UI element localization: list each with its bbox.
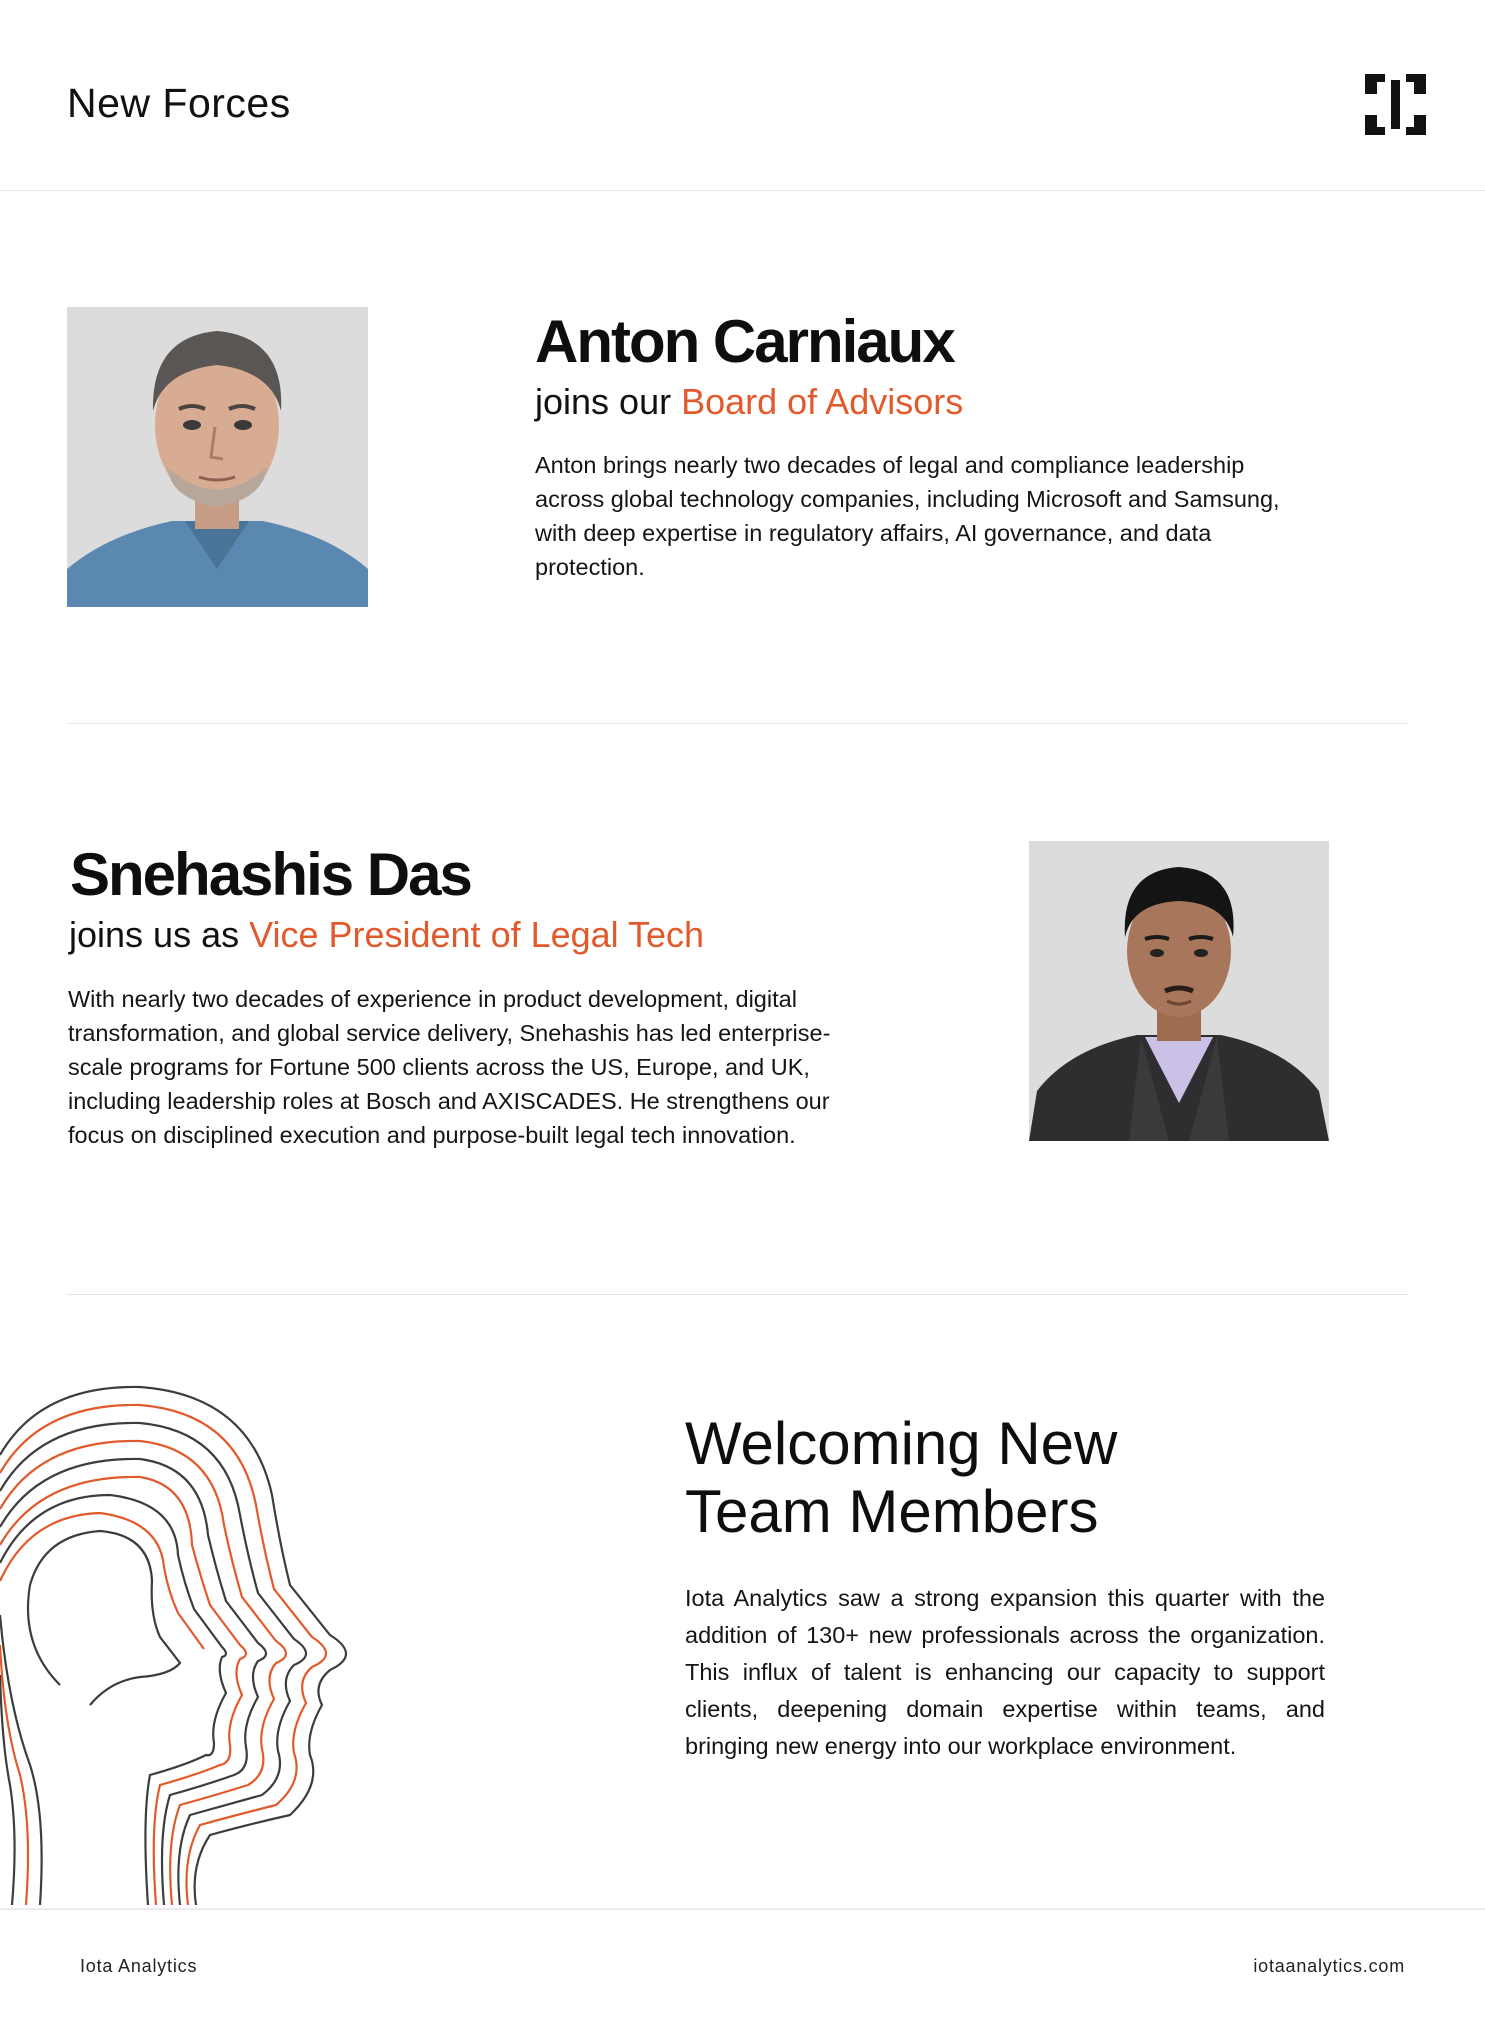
footer-divider bbox=[0, 1908, 1485, 1910]
section-divider bbox=[67, 1294, 1408, 1295]
snehashis-das-photo bbox=[1029, 841, 1329, 1141]
welcome-title bbox=[685, 1410, 1305, 1546]
footer-company: Iota Analytics bbox=[80, 1956, 198, 1976]
role-prefix: joins us as bbox=[69, 914, 250, 955]
person-name: Snehashis Das bbox=[70, 841, 471, 908]
bracket-logo-icon bbox=[1365, 74, 1426, 135]
page-header bbox=[0, 0, 1485, 191]
person-bio: Anton brings nearly two decades of legal and compliance leadership across global technology companies, including Microsoft and Samsung, with deep expertise in regulatory affairs, AI governance, and data protection. bbox=[535, 452, 1280, 580]
person-name: Anton Carniaux bbox=[535, 308, 954, 375]
section-divider bbox=[67, 723, 1408, 724]
section-title: New Forces bbox=[67, 80, 291, 126]
role-prefix: joins our bbox=[535, 381, 682, 422]
welcome-title-line1: Welcoming New bbox=[685, 1410, 1118, 1477]
person-role bbox=[69, 914, 705, 955]
role-accent: Vice President of Legal Tech bbox=[249, 914, 705, 955]
person-role bbox=[535, 381, 964, 422]
welcome-title-line2: Team Members bbox=[685, 1478, 1099, 1545]
person-bio: With nearly two decades of experience in product development, digital transformation, and global service delivery, Snehashis has led enterprise-scale programs for Fortune 500 clients across the US, Europe, and UK, including leadership roles at Bosch and AXISCADES. He strengthens our focus on disciplined execution and purpose-built legal tech innovation. bbox=[68, 986, 831, 1148]
role-accent: Board of Advisors bbox=[681, 381, 964, 422]
anton-carniaux-photo bbox=[67, 307, 368, 607]
head-profile-lines-illustration bbox=[0, 1345, 400, 1905]
welcome-body: Iota Analytics saw a strong expansion this quarter with the addition of 130+ new professionals across the organization. This influx of talent is enhancing our capacity to support clients, deepening domain expertise within teams, and bringing new energy into our workplace environment. bbox=[685, 1585, 1325, 1759]
footer-website-link[interactable]: iotaanalytics.com bbox=[1253, 1956, 1405, 1976]
